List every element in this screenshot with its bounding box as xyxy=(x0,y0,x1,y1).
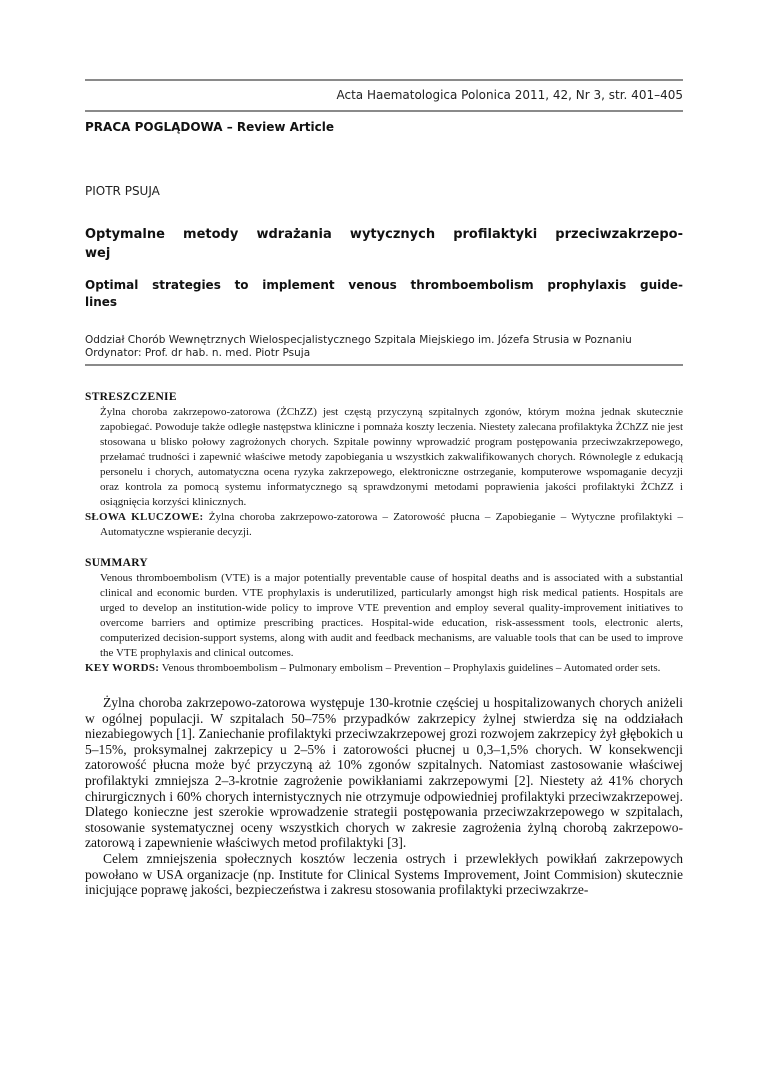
article-title-english xyxy=(85,277,683,311)
abstract-english-heading: SUMMARY xyxy=(85,557,149,569)
journal-article-page xyxy=(0,79,768,1073)
affiliation-block xyxy=(85,334,683,360)
abstract-polish-heading: STRESZCZENIE xyxy=(85,391,177,403)
author-name: PIOTR PSUJA xyxy=(85,184,160,198)
keywords-polish-text: Żylna choroba zakrzepowo-zatorowa – Zatorowość płucna – Zapobieganie – Wytyczne profilaktyki – Automatyczne wspieranie decyzji. xyxy=(100,511,683,538)
affiliation-institution: Oddział Chorób Wewnętrznych Wielospecjalistycznego Szpitala Miejskiego im. Józefa Strusia w Poznaniu xyxy=(85,334,632,346)
affiliation-head: Ordynator: Prof. dr hab. n. med. Piotr Psuja xyxy=(85,347,311,359)
journal-citation: Acta Haematologica Polonica 2011, 42, Nr 3, str. 401–405 xyxy=(336,88,683,102)
article-title-polish xyxy=(85,225,683,263)
keywords-polish-label: SŁOWA KLUCZOWE: xyxy=(85,511,204,523)
abstract-english-text: Venous thromboembolism (VTE) is a major potentially preventable cause of hospital deaths and is associated with a substantial clinical and economic burden. VTE prophylaxis is underutilized, particularly amongst high risk medical patients. Hospitals are urged to develop an institution-wide policy to improve VTE prevention and employ several quality-improvement initiatives to overcome barriers and optimize prescribing practices. Hospital-wide education, risk-assessment tools, electronic alerts, computerized decision-support systems, along with audit and feedback mechanisms, are valuable tools that can be used to improve the VTE prophylaxis and clinical outcomes. xyxy=(100,572,683,659)
abstract-polish-section xyxy=(85,390,683,540)
keywords-english xyxy=(85,661,683,676)
keywords-polish xyxy=(85,510,683,540)
abstract-english-section xyxy=(85,556,683,676)
title-polish-line2: wej xyxy=(85,246,111,261)
article-body xyxy=(85,695,683,898)
body-paragraph-1: Żylna choroba zakrzepowo-zatorowa występuje 130-krotnie częściej u hospitalizowanych chorych aniżeli w ogólnej populacji. W szpitalach 50–75% przypadków zakrzepicy żylnej stwierdza się na oddziałach niezabiegowych [1]. Zaniechanie profilaktyki przeciwzakrzepowej grozi rozwojem zakrzepicy żył głębokich u 5–15%, proksymalnej zakrzepicy u 2–5% i zatorowości płucnej u 0,3–1,5% chorych. W konsekwencji zatorowość płucna może być przyczyną aż 10% zgonów szpitalnych. Natomiast zastosowanie właściwej profilaktyki zmniejsza 2–3-krotnie zagrożenie powikłaniami zakrzepowymi [2]. Niestety aż 41% chorych chirurgicznych i 60% chorych internistycznych nie otrzymuje odpowiedniej profilaktyki przeciwzakrzepowej. Dlatego konieczne jest szerokie wprowadzenie strategii postępowania przeciwzakrzepowego w szpitalach, stosowanie systematycznej oceny wszystkich chorych w zakresie zagrożenia żylną chorobą zakrzepowo-zatorową i zapewnienie właściwych metod profilaktyki [3]. xyxy=(85,695,683,851)
title-english-line2: lines xyxy=(85,295,118,309)
abstract-polish-text: Żylna choroba zakrzepowo-zatorowa (ŻChZZ) jest częstą przyczyną szpitalnych zgonów, którym można jednak skutecznie zapobiegać. Powoduje także odległe następstwa kliniczne i pomnaża koszty leczenia. Niestety zalecana profilaktyka ŻChZZ nie jest stosowana u blisko połowy zagrożonych chorych. Szpitale powinny wprowadzić program postępowania przeciwzakrzepowego, przełamać trudności i zapewnić właściwe metody zapobiegania u wszystkich zakwalifikowanych chorych. Równolegle z edukacją personelu i chorych, automatyczna ocena ryzyka zakrzepowego, elektroniczne ostrzeganie, komputerowe wspomaganie decyzji oraz kontrola za pomocą systemu informatycznego są sprawdzonymi metodami poprawienia jakości profilaktyki ŻChZZ i osiągnięcia korzyści klinicznych. xyxy=(100,406,683,508)
keywords-english-text: Venous thromboembolism – Pulmonary embolism – Prevention – Prophylaxis guidelines – Automated order sets. xyxy=(159,662,661,674)
keywords-english-label: KEY WORDS: xyxy=(85,662,160,674)
body-paragraph-2: Celem zmniejszenia społecznych kosztów leczenia ostrych i przewlekłych powikłań zakrzepowych powołano w USA organizacje (np. Institute for Clinical Systems Improvement, Joint Commision) skutecznie inicjujące poprawę jakości, bezpieczeństwa i zakresu stosowania profilaktyki przeciwzakrze- xyxy=(85,850,683,898)
affiliation-rule xyxy=(85,364,683,366)
article-type-label: PRACA POGLĄDOWA – Review Article xyxy=(85,120,335,134)
title-polish-line1: Optymalne metody wdrażania wytycznych profilaktyki przeciwzakrzepo- xyxy=(85,227,683,242)
title-english-line1: Optimal strategies to implement venous thromboembolism prophylaxis guide- xyxy=(85,278,683,292)
